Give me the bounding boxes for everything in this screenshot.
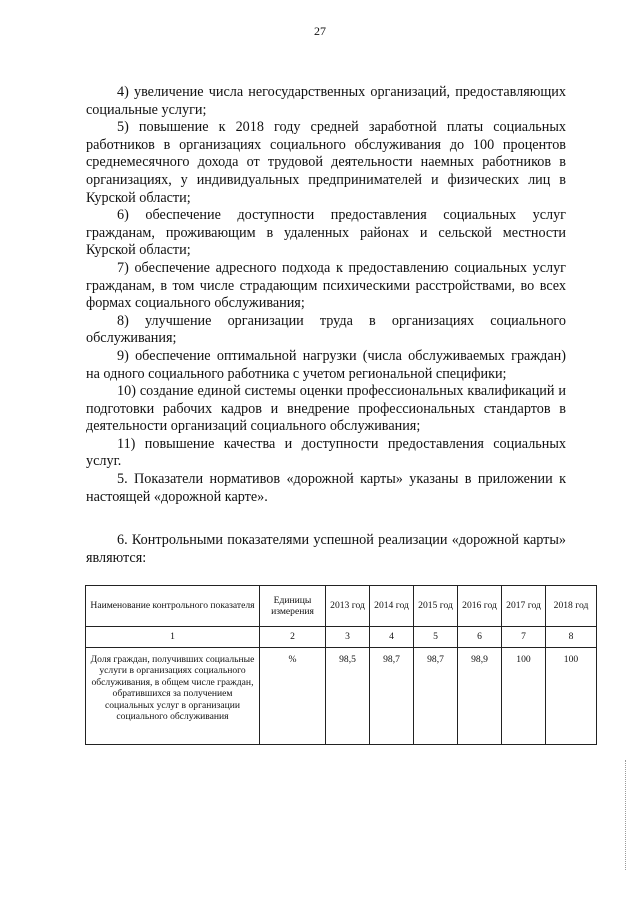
- column-number: 4: [370, 627, 414, 648]
- column-number: 5: [414, 627, 458, 648]
- list-item-5: 5) повышение к 2018 году средней заработной платы социальных работников в организациях социального обслуживания до 100 процентов среднемесячного дохода от трудовой деятельности наемных работников в организациях, у индивидуальных предпринимателей и физических лиц в Курской области;: [86, 119, 566, 206]
- value-2016-cell: 98,9: [458, 648, 502, 745]
- value-2013-cell: 98,5: [326, 648, 370, 745]
- value-2014-cell: 98,7: [370, 648, 414, 745]
- list-item-10: 10) создание единой системы оценки профессиональных квалификаций и подготовки рабочих кадров и внедрение профессиональных стандартов в деятельности организаций социального обслуживания;: [86, 383, 566, 435]
- column-number: 1: [86, 627, 260, 648]
- list-item-4: 4) увеличение числа негосударственных организаций, предоставляющих социальные услуги;: [86, 84, 566, 118]
- section-5-paragraph: 5. Показатели нормативов «дорожной карты» указаны в приложении к настоящей «дорожной карте».: [86, 471, 566, 505]
- column-number: 2: [260, 627, 326, 648]
- header-2017: 2017 год: [502, 586, 546, 627]
- header-2016: 2016 год: [458, 586, 502, 627]
- column-number: 7: [502, 627, 546, 648]
- list-item-7: 7) обеспечение адресного подхода к предоставлению социальных услуг гражданам, в том числе страдающим психическими расстройствами, во всех формах социального обслуживания;: [86, 259, 566, 312]
- page-number: 27: [314, 24, 326, 38]
- column-number: 6: [458, 627, 502, 648]
- header-indicator-name: Наименование контрольного показателя: [86, 586, 260, 627]
- header-2018: 2018 год: [546, 586, 597, 627]
- list-item-8: 8) улучшение организации труда в организациях социального обслуживания;: [86, 312, 566, 347]
- value-2017-cell: 100: [502, 648, 546, 745]
- scan-edge-marks: [625, 760, 628, 870]
- header-2014: 2014 год: [370, 586, 414, 627]
- list-item-9: 9) обеспечение оптимальной нагрузки (числа обслуживаемых граждан) на одного социального работника с учетом региональной специфики;: [86, 347, 566, 382]
- header-2015: 2015 год: [414, 586, 458, 627]
- column-number-row: [86, 627, 597, 648]
- indicators-table-wrapper: [85, 585, 597, 745]
- indicators-table: [85, 585, 597, 745]
- table-row: [86, 648, 597, 745]
- section-6-paragraph: 6. Контрольными показателями успешной реализации «дорожной карты» являются:: [86, 532, 566, 566]
- column-number: 3: [326, 627, 370, 648]
- column-number: 8: [546, 627, 597, 648]
- document-body: [86, 84, 566, 567]
- value-2015-cell: 98,7: [414, 648, 458, 745]
- header-units: Единицы измерения: [260, 586, 326, 627]
- list-item-6: 6) обеспечение доступности предоставления социальных услуг гражданам, проживающим в удаленных районах и сельской местности Курской области;: [86, 207, 566, 259]
- indicator-name-cell: Доля граждан, получивших социальные услуги в организациях социального обслуживания, в общем числе граждан, обратившихся за получением социальных услуг в организации социального обслуживания: [86, 648, 260, 745]
- list-item-11: 11) повышение качества и доступности предоставления социальных услуг.: [86, 435, 566, 470]
- table-header-row: [86, 586, 597, 627]
- value-2018-cell: 100: [546, 648, 597, 745]
- header-2013: 2013 год: [326, 586, 370, 627]
- units-cell: %: [260, 648, 326, 745]
